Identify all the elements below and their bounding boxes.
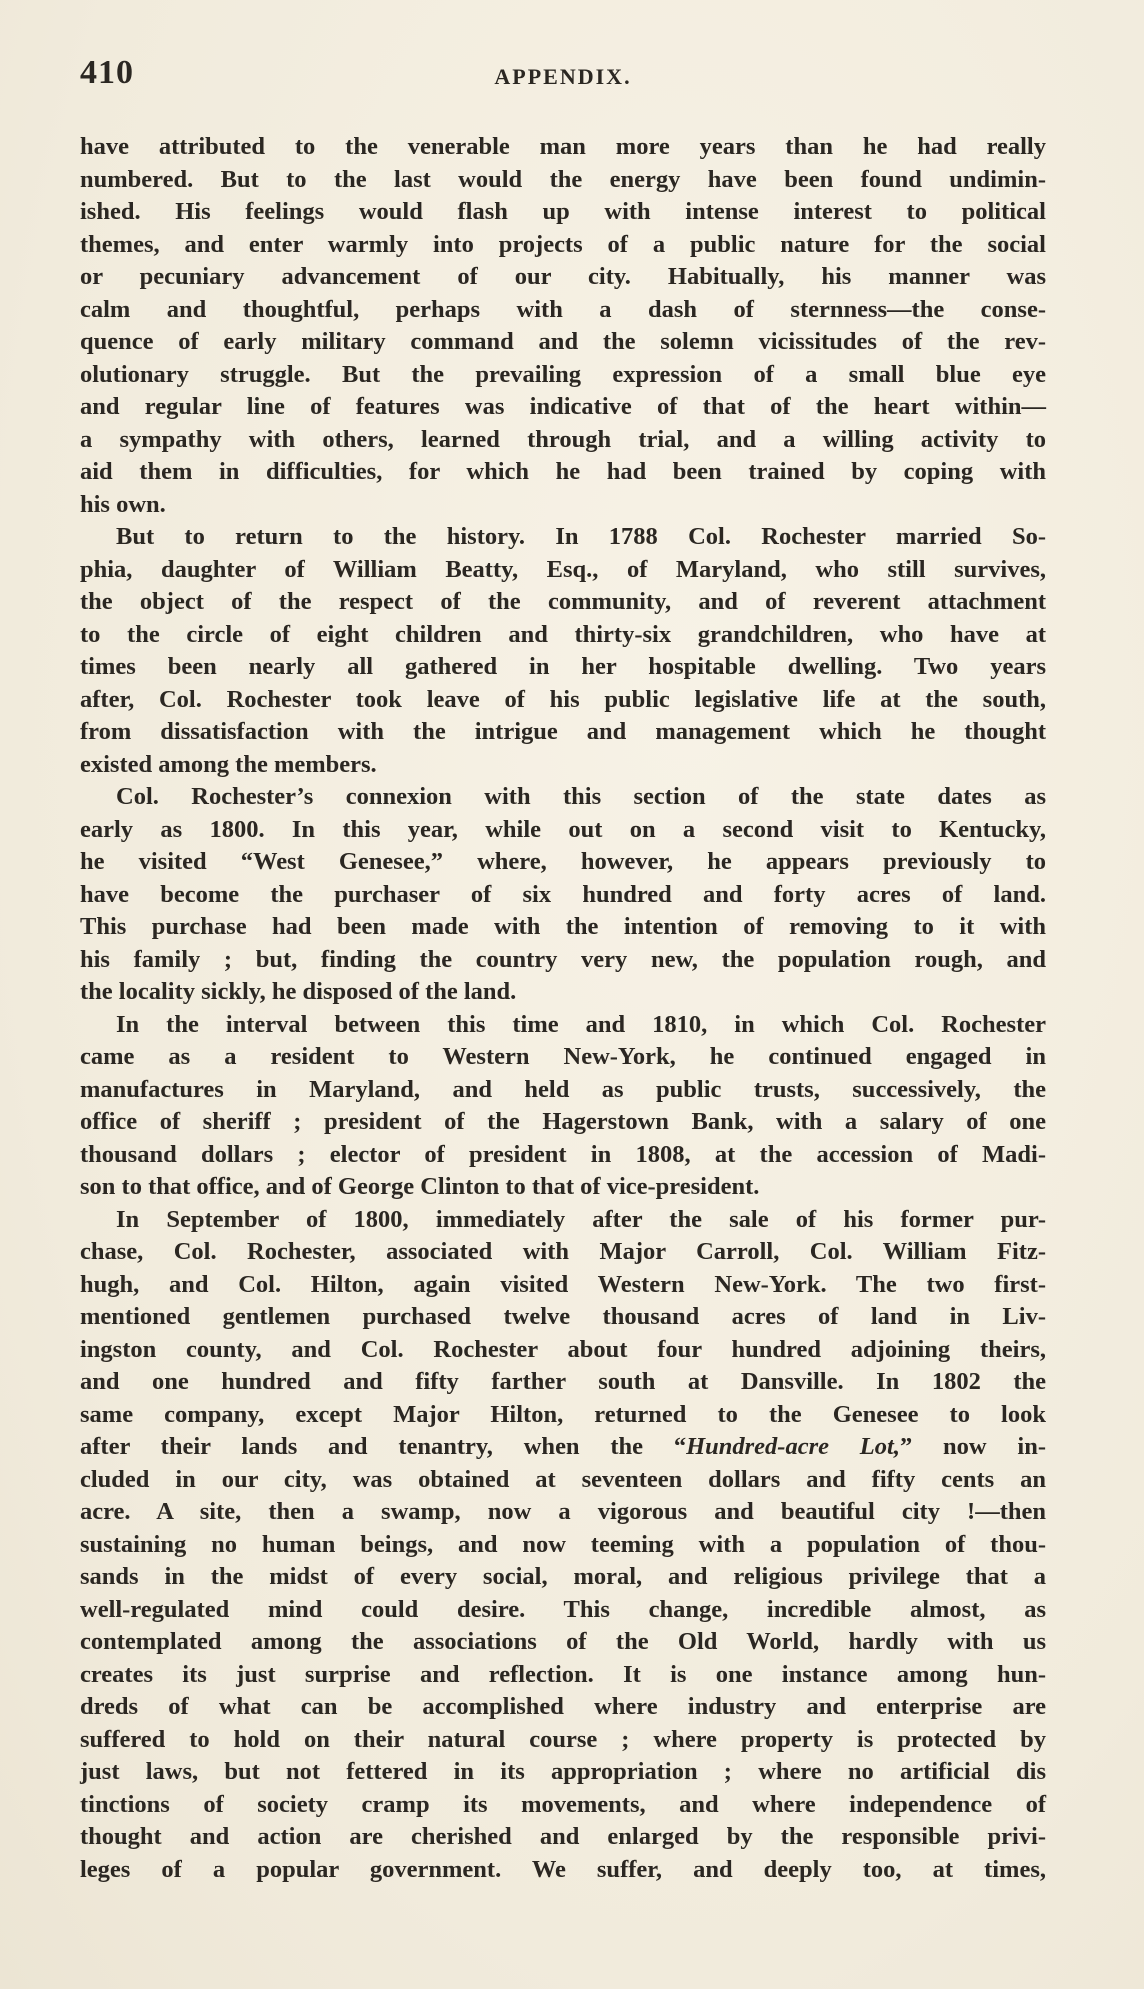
text-line (80, 294, 1046, 327)
text-line (80, 1724, 1046, 1757)
text-line-content: have become the purchaser of six hundred and forty acres of land. (80, 880, 1046, 908)
text-line-content: came as a resident to Western New-York, he continued engaged in (80, 1043, 1046, 1070)
text-line-content: themes, and enter warmly into projects of a public nature for the social (80, 230, 1046, 258)
text-line (80, 1236, 1046, 1269)
text-line-content: office of sheriff ; president of the Hagerstown Bank, with a salary of one (80, 1108, 1046, 1135)
text-line-content: aid them in difficulties, for which he had been trained by coping with (80, 458, 1046, 485)
text-line (80, 684, 1046, 717)
text-line (80, 131, 1046, 164)
text-line (80, 391, 1046, 424)
text-line (80, 1301, 1046, 1334)
text-line-content: just laws, but not fettered in its appropriation ; where no artificial dis (80, 1758, 1046, 1785)
text-line-content: leges of a popular government. We suffer, and deeply too, at times, (80, 1855, 1046, 1883)
running-title: APPENDIX. (494, 64, 632, 89)
text-line (80, 554, 1046, 587)
text-line (80, 1171, 1046, 1204)
text-line (80, 1691, 1046, 1724)
text-line-content: and one hundred and fifty farther south at Dansville. In 1802 the (80, 1368, 1046, 1395)
text-line-content: Col. Rochester’s connexion with this section of the state dates as (116, 783, 1046, 810)
text-line-content: ingston county, and Col. Rochester about four hundred adjoining theirs, (80, 1335, 1046, 1363)
text-line (80, 1399, 1046, 1432)
text-line-content: chase, Col. Rochester, associated with Major Carroll, Col. William Fitz- (80, 1238, 1046, 1265)
text-line-content: contemplated among the associations of the Old World, hardly with us (80, 1628, 1046, 1655)
text-line-content: But to return to the history. In 1788 Col. Rochester married So- (116, 523, 1046, 550)
text-line (80, 1821, 1046, 1854)
text-line-content: In September of 1800, immediately after the sale of his former pur- (116, 1205, 1046, 1233)
body-text (80, 131, 1046, 1886)
text-line-content: phia, daughter of William Beatty, Esq., of Maryland, who still survives, (80, 555, 1046, 583)
text-line (80, 1756, 1046, 1789)
text-line (80, 1009, 1046, 1042)
text-line (80, 1139, 1046, 1172)
text-line (80, 586, 1046, 619)
text-line-content: acre. A site, then a swamp, now a vigorous and beautiful city !—then (80, 1498, 1046, 1525)
text-line (80, 1594, 1046, 1627)
text-line-content: after their lands and tenantry, when the “ (80, 1433, 687, 1460)
text-line-content: times been nearly all gathered in her hospitable dwelling. Two years (80, 653, 1046, 680)
text-line (80, 1366, 1046, 1399)
text-line-content: have attributed to the venerable man more years than he had really (80, 133, 1046, 160)
text-line (80, 261, 1046, 294)
text-line-content: In the interval between this time and 1810, in which Col. Rochester (116, 1010, 1046, 1038)
text-line-content: same company, except Major Hilton, returned to the Genesee to look (80, 1400, 1046, 1428)
italic-phrase: Hundred-acre Lot, (686, 1433, 900, 1460)
text-line-content: a sympathy with others, learned through trial, and a willing activity to (80, 425, 1046, 453)
text-line-content: the object of the respect of the community, and of reverent attachment (80, 588, 1046, 615)
text-line-content: cluded in our city, was obtained at seventeen dollars and fifty cents an (80, 1465, 1046, 1493)
text-line (80, 879, 1046, 912)
text-line-content: calm and thoughtful, perhaps with a dash of sternness—the conse- (80, 295, 1046, 323)
text-line (80, 521, 1046, 554)
text-line (80, 229, 1046, 262)
text-line-content: from dissatisfaction with the intrigue and management which he thought (80, 718, 1046, 745)
text-line-content: tinctions of society cramp its movements, and where independence of (80, 1790, 1046, 1818)
text-line-content: manufactures in Maryland, and held as public trusts, successively, the (80, 1075, 1046, 1103)
text-line (80, 1269, 1046, 1302)
text-line (80, 1106, 1046, 1139)
text-line (80, 1561, 1046, 1594)
text-line-content: existed among the members. (80, 750, 377, 778)
text-line-content: numbered. But to the last would the energy have been found undimin- (80, 165, 1046, 193)
text-line (80, 846, 1046, 879)
text-line-content: hugh, and Col. Hilton, again visited Western New-York. The two first- (80, 1270, 1046, 1298)
text-line (80, 1529, 1046, 1562)
text-line (80, 1854, 1046, 1887)
text-line-content: son to that office, and of George Clinton to that of vice-president. (80, 1173, 760, 1200)
text-line (80, 489, 1046, 522)
text-line (80, 749, 1046, 782)
text-line (80, 196, 1046, 229)
text-line (80, 814, 1046, 847)
running-head (80, 54, 1046, 104)
text-line-content: his own. (80, 490, 166, 518)
text-line-content: thought and action are cherished and enlarged by the responsible privi- (80, 1823, 1046, 1850)
text-line-continuation: ” now in- (899, 1433, 1046, 1460)
text-line-content: he visited “West Genesee,” where, however, he appears previously to (80, 848, 1046, 875)
text-line (80, 944, 1046, 977)
text-line (80, 976, 1046, 1009)
page-number: 410 (80, 54, 134, 91)
text-line-content: well-regulated mind could desire. This change, incredible almost, as (80, 1595, 1046, 1623)
text-line (80, 1789, 1046, 1822)
text-line (80, 164, 1046, 197)
text-line-content: after, Col. Rochester took leave of his public legislative life at the south, (80, 685, 1046, 713)
text-line-content: This purchase had been made with the intention of removing to it with (80, 913, 1046, 940)
text-line-content: to the circle of eight children and thirty-six grandchildren, who have at (80, 620, 1046, 648)
text-line (80, 359, 1046, 392)
text-line-content: sands in the midst of every social, moral, and religious privilege that a (80, 1563, 1046, 1590)
text-line (80, 1204, 1046, 1237)
text-line-content: his family ; but, finding the country very new, the population rough, and (80, 945, 1046, 973)
text-line (80, 1431, 1046, 1464)
text-line-content: thousand dollars ; elector of president in 1808, at the accession of Madi- (80, 1140, 1046, 1168)
text-line-content: creates its just surprise and reflection. It is one instance among hun- (80, 1660, 1046, 1688)
text-line (80, 1626, 1046, 1659)
text-line (80, 619, 1046, 652)
text-line-content: mentioned gentlemen purchased twelve thousand acres of land in Liv- (80, 1303, 1046, 1330)
text-line (80, 1496, 1046, 1529)
text-line-content: and regular line of features was indicative of that of the heart within— (80, 393, 1046, 420)
text-line (80, 1041, 1046, 1074)
text-line-content: the locality sickly, he disposed of the land. (80, 978, 517, 1005)
text-line (80, 651, 1046, 684)
text-line-content: or pecuniary advancement of our city. Habitually, his manner was (80, 263, 1046, 290)
text-line (80, 911, 1046, 944)
text-line (80, 781, 1046, 814)
text-line (80, 716, 1046, 749)
text-line (80, 1334, 1046, 1367)
text-line-content: ished. His feelings would flash up with intense interest to political (80, 198, 1046, 225)
text-line-content: olutionary struggle. But the prevailing expression of a small blue eye (80, 360, 1046, 388)
text-line (80, 1464, 1046, 1497)
text-line (80, 424, 1046, 457)
text-line-content: sustaining no human beings, and now teeming with a population of thou- (80, 1530, 1046, 1558)
text-line-content: dreds of what can be accomplished where industry and enterprise are (80, 1693, 1046, 1720)
text-line (80, 1074, 1046, 1107)
text-line-content: quence of early military command and the solemn vicissitudes of the rev- (80, 328, 1046, 355)
text-line (80, 1659, 1046, 1692)
text-line-content: suffered to hold on their natural course ; where property is protected by (80, 1725, 1046, 1753)
text-line (80, 326, 1046, 359)
text-line-content: early as 1800. In this year, while out on a second visit to Kentucky, (80, 815, 1046, 843)
text-line (80, 456, 1046, 489)
